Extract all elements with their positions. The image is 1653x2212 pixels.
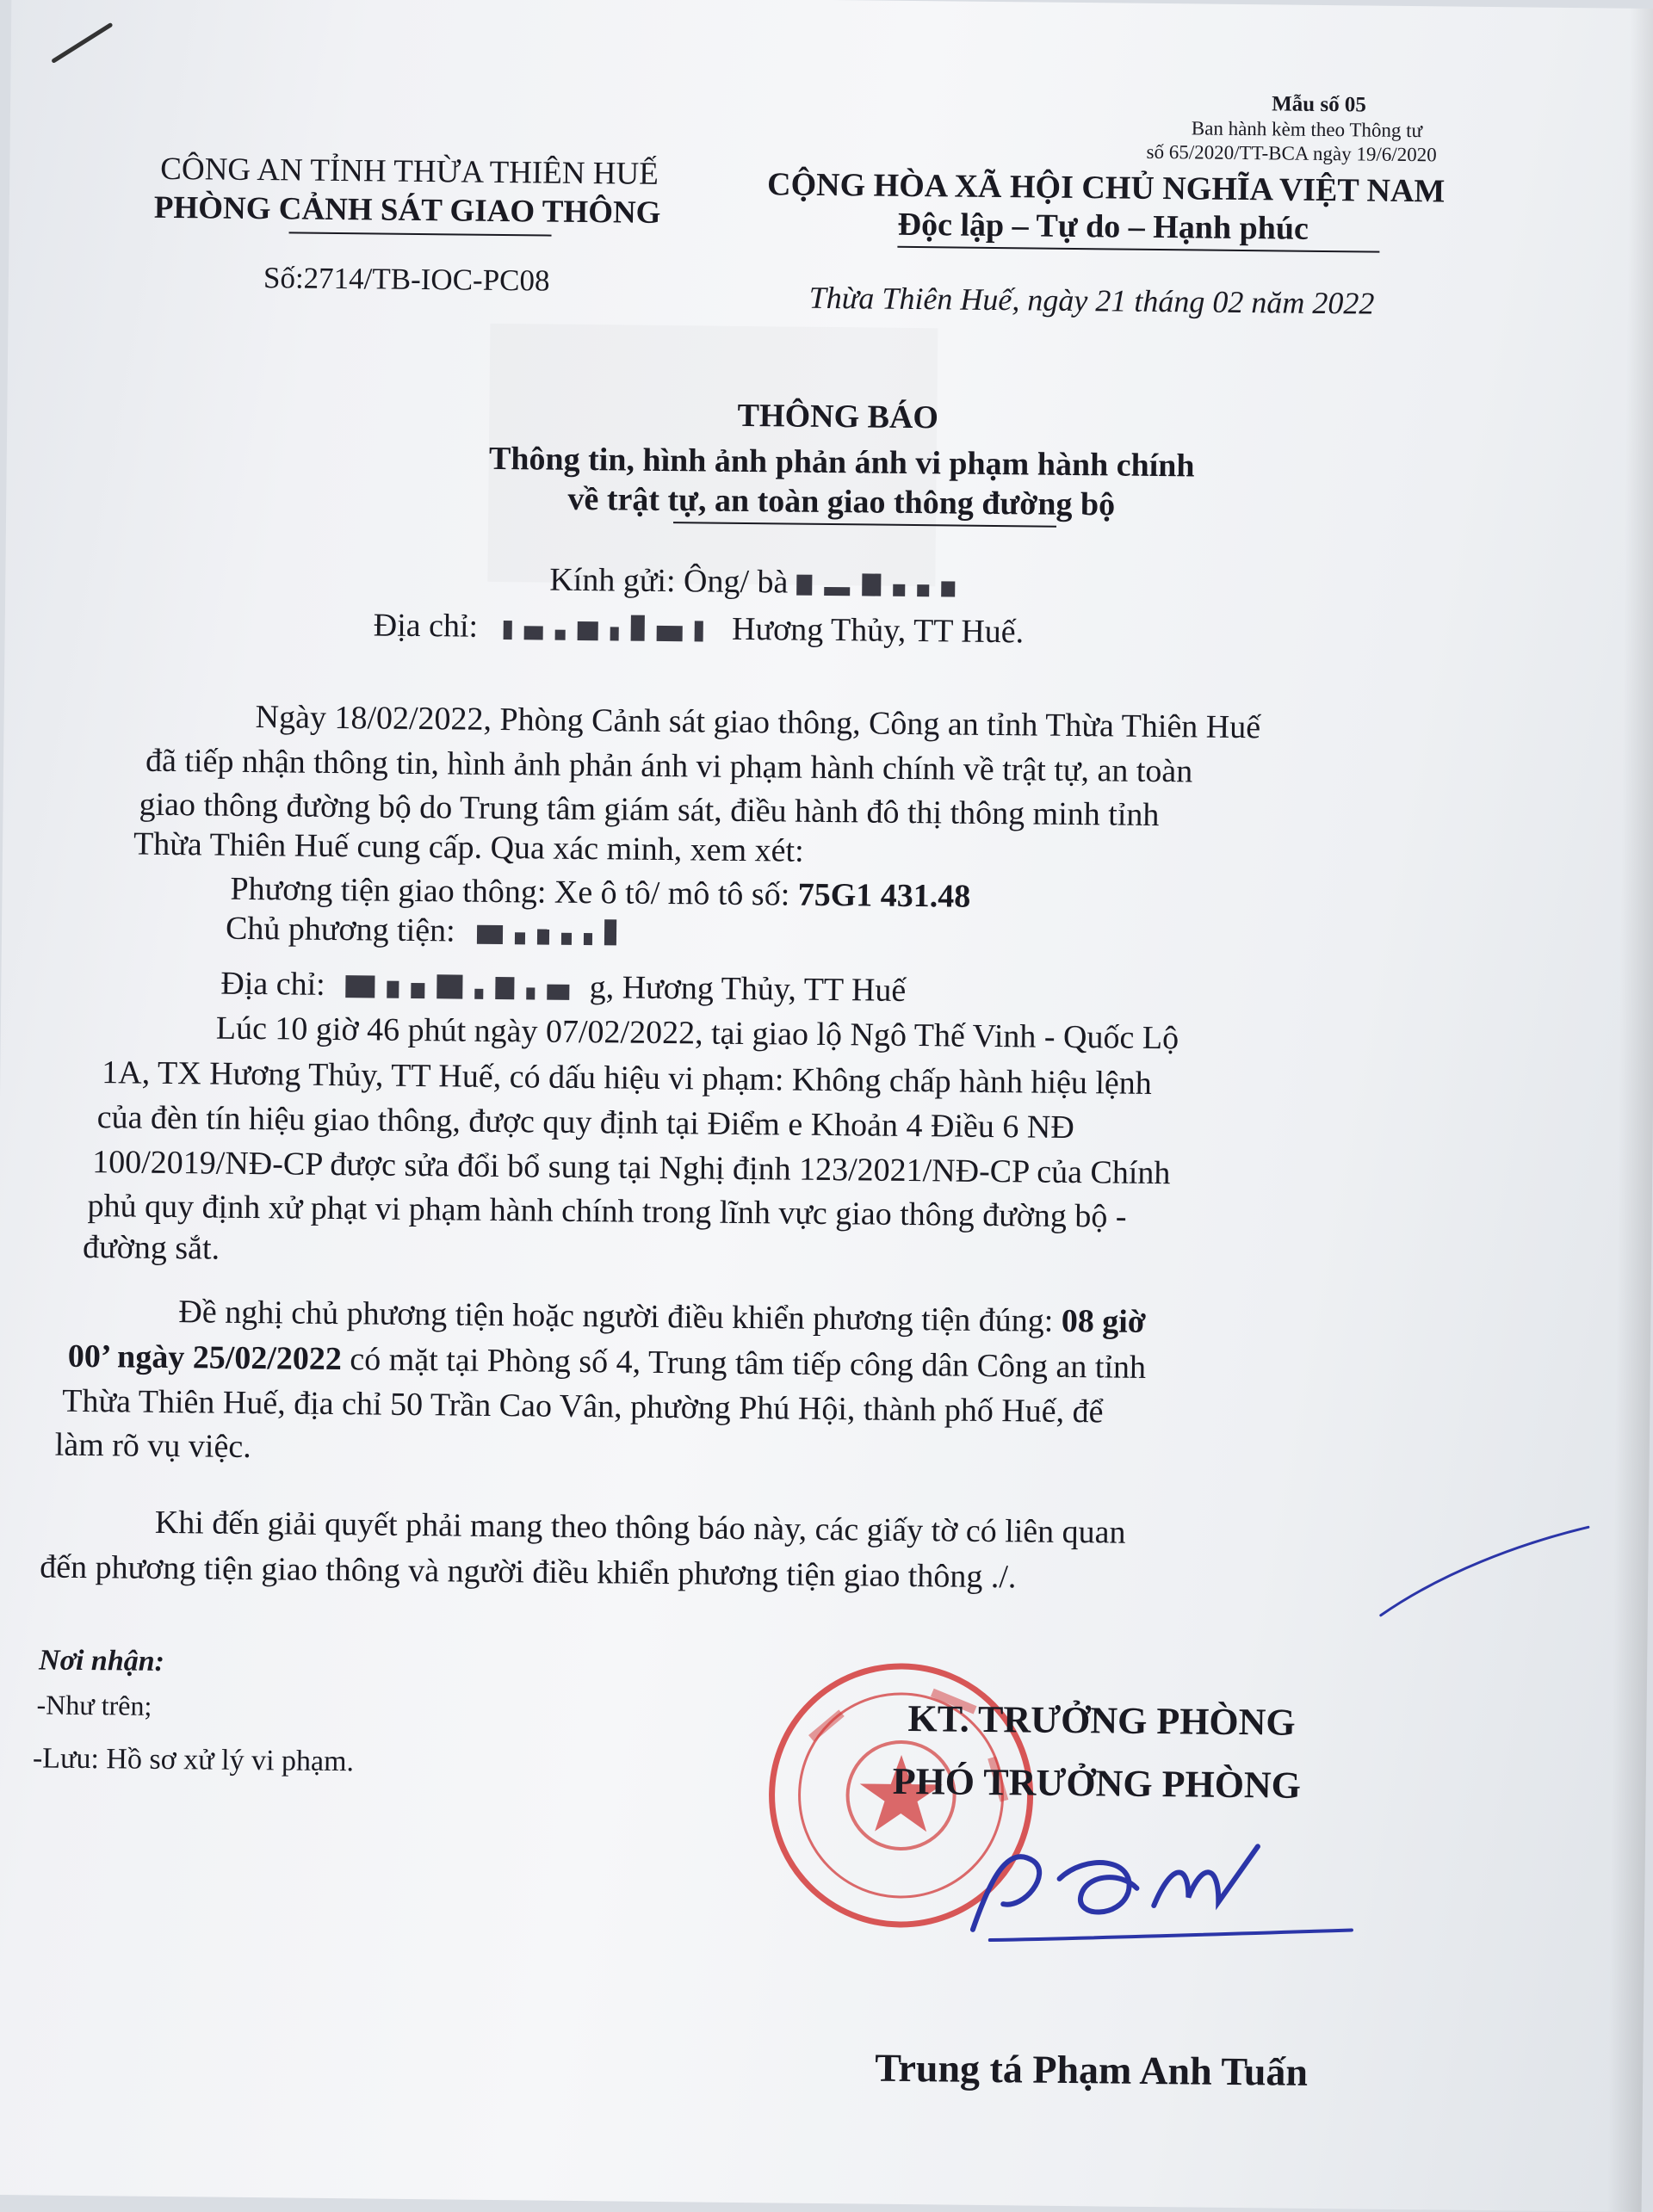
body-p3-line4: làm rõ vụ việc. (54, 1426, 251, 1466)
body-p1-line1: Ngày 18/02/2022, Phòng Cảnh sát giao thông, Công an tỉnh Thừa Thiên Huế (255, 699, 1261, 746)
redacted-owner (477, 915, 628, 955)
recipients-heading: Nơi nhận: (38, 1644, 165, 1678)
vehicle-label: Phương tiện giao thông: Xe ô tô/ mô tô số: (230, 870, 790, 913)
appointment-location: có mặt tại Phòng số 4, Trung tâm tiếp công dân Công an tỉnh (350, 1341, 1147, 1386)
body-p4-line1: Khi đến giải quyết phải mang theo thông báo này, các giấy tờ có liên quan (154, 1504, 1126, 1551)
body-p2-line4: 100/2019/NĐ-CP được sửa đổi bổ sung tại Nghị định 123/2021/NĐ-CP của Chính (91, 1144, 1171, 1192)
appointment-time-a: 08 giờ (1061, 1302, 1147, 1340)
notice-subtitle-2: về trật tự, an toàn giao thông đường bộ (567, 480, 1116, 523)
body-p2-line5: phủ quy định xử phạt vi phạm hành chính trong lĩnh vực giao thông đường bộ - (87, 1188, 1127, 1235)
vehicle-line (230, 870, 970, 916)
corner-mark (50, 17, 120, 70)
notice-title: THÔNG BÁO (737, 397, 939, 436)
body-p3-line3: Thừa Thiên Huế, địa chỉ 50 Trần Cao Vân, phường Phú Hội, thành phố Huế, để (62, 1382, 1104, 1430)
pen-stroke-mark (1372, 1521, 1597, 1627)
appointment-request: Đề nghị chủ phương tiện hoặc người điều khiển phương tiện đúng: (178, 1294, 1054, 1339)
nation-title: CỘNG HÒA XÃ HỘI CHỦ NGHĨA VIỆT NAM (766, 166, 1446, 210)
body-p4-line2: đến phương tiện giao thông và người điều khiển phương tiện giao thông ./. (40, 1548, 1017, 1596)
body-p3-line1 (178, 1293, 1146, 1341)
signature-title-1: KT. TRƯỞNG PHÒNG (907, 1697, 1296, 1744)
address-tail: Hương Thủy, TT Huế. (731, 610, 1025, 651)
redacted-address (503, 610, 715, 651)
body-p1-line2: đã tiếp nhận thông tin, hình ảnh phản ánh vi phạm hành chính về trật tự, an toàn (145, 742, 1193, 790)
address-label: Địa chỉ: (373, 607, 479, 645)
place-date: Thừa Thiên Huế, ngày 21 tháng 02 năm 2022 (808, 280, 1375, 321)
notice-subtitle-1: Thông tin, hình ảnh phản ánh vi phạm hành chính (488, 440, 1195, 485)
handwritten-signature (956, 1826, 1371, 1960)
recipient-label: Kính gửi: Ông/ bà (549, 561, 789, 601)
redacted-owner-address (345, 968, 581, 1009)
signature-title-2: PHÓ TRƯỞNG PHÒNG (892, 1759, 1302, 1807)
owner-label: Chủ phương tiện: (225, 910, 455, 949)
owner-address-tail: g, Hương Thủy, TT Huế (589, 969, 907, 1009)
agency-underline (289, 232, 552, 236)
body-p2-line6: đường sắt. (82, 1228, 220, 1267)
agency-parent: CÔNG AN TỈNH THỪA THIÊN HUẾ (160, 151, 659, 192)
signer-name: Trung tá Phạm Anh Tuấn (874, 2045, 1309, 2094)
body-p2-line2: 1A, TX Hương Thủy, TT Huế, có dấu hiệu vi phạm: Không chấp hành hiệu lệnh (102, 1054, 1153, 1102)
page-edge-shadow (1607, 9, 1653, 2212)
redacted-name (796, 566, 967, 606)
owner-address-label: Địa chỉ: (220, 965, 325, 1003)
body-p3-line2 (68, 1338, 1147, 1387)
recipients-item-2: -Lưu: Hồ sơ xử lý vi phạm. (32, 1742, 355, 1778)
form-ref-line1: Ban hành kèm theo Thông tư (1191, 117, 1423, 142)
owner-address-line (220, 965, 906, 1013)
national-motto: Độc lập – Tự do – Hạnh phúc (897, 206, 1309, 247)
agency-name: PHÒNG CẢNH SÁT GIAO THÔNG (153, 189, 661, 231)
owner-line (226, 910, 629, 955)
body-p1-line4: Thừa Thiên Huế cung cấp. Qua xác minh, xem xét: (133, 825, 804, 869)
body-p1-line3: giao thông đường bộ do Trung tâm giám sát, điều hành đô thị thông minh tỉnh (139, 786, 1160, 834)
appointment-time-b: 00’ ngày 25/02/2022 (67, 1338, 343, 1378)
recipients-item-1: -Như trên; (36, 1689, 152, 1721)
form-code: Mẫu số 05 (1272, 92, 1367, 117)
body-p2-line3: của đèn tín hiệu giao thông, được quy định tại Điểm e Khoản 4 Điều 6 NĐ (96, 1099, 1074, 1146)
document-number: Số:2714/TB-IOC-PC08 (263, 261, 550, 298)
license-plate: 75G1 431.48 (797, 876, 971, 915)
recipient-line (549, 561, 967, 606)
form-ref-line2: số 65/2020/TT-BCA ngày 19/6/2020 (1146, 140, 1437, 166)
recipient-address-line (374, 606, 1025, 653)
body-p2-line1: Lúc 10 giờ 46 phút ngày 07/02/2022, tại giao lộ Ngô Thế Vinh - Quốc Lộ (215, 1010, 1179, 1057)
